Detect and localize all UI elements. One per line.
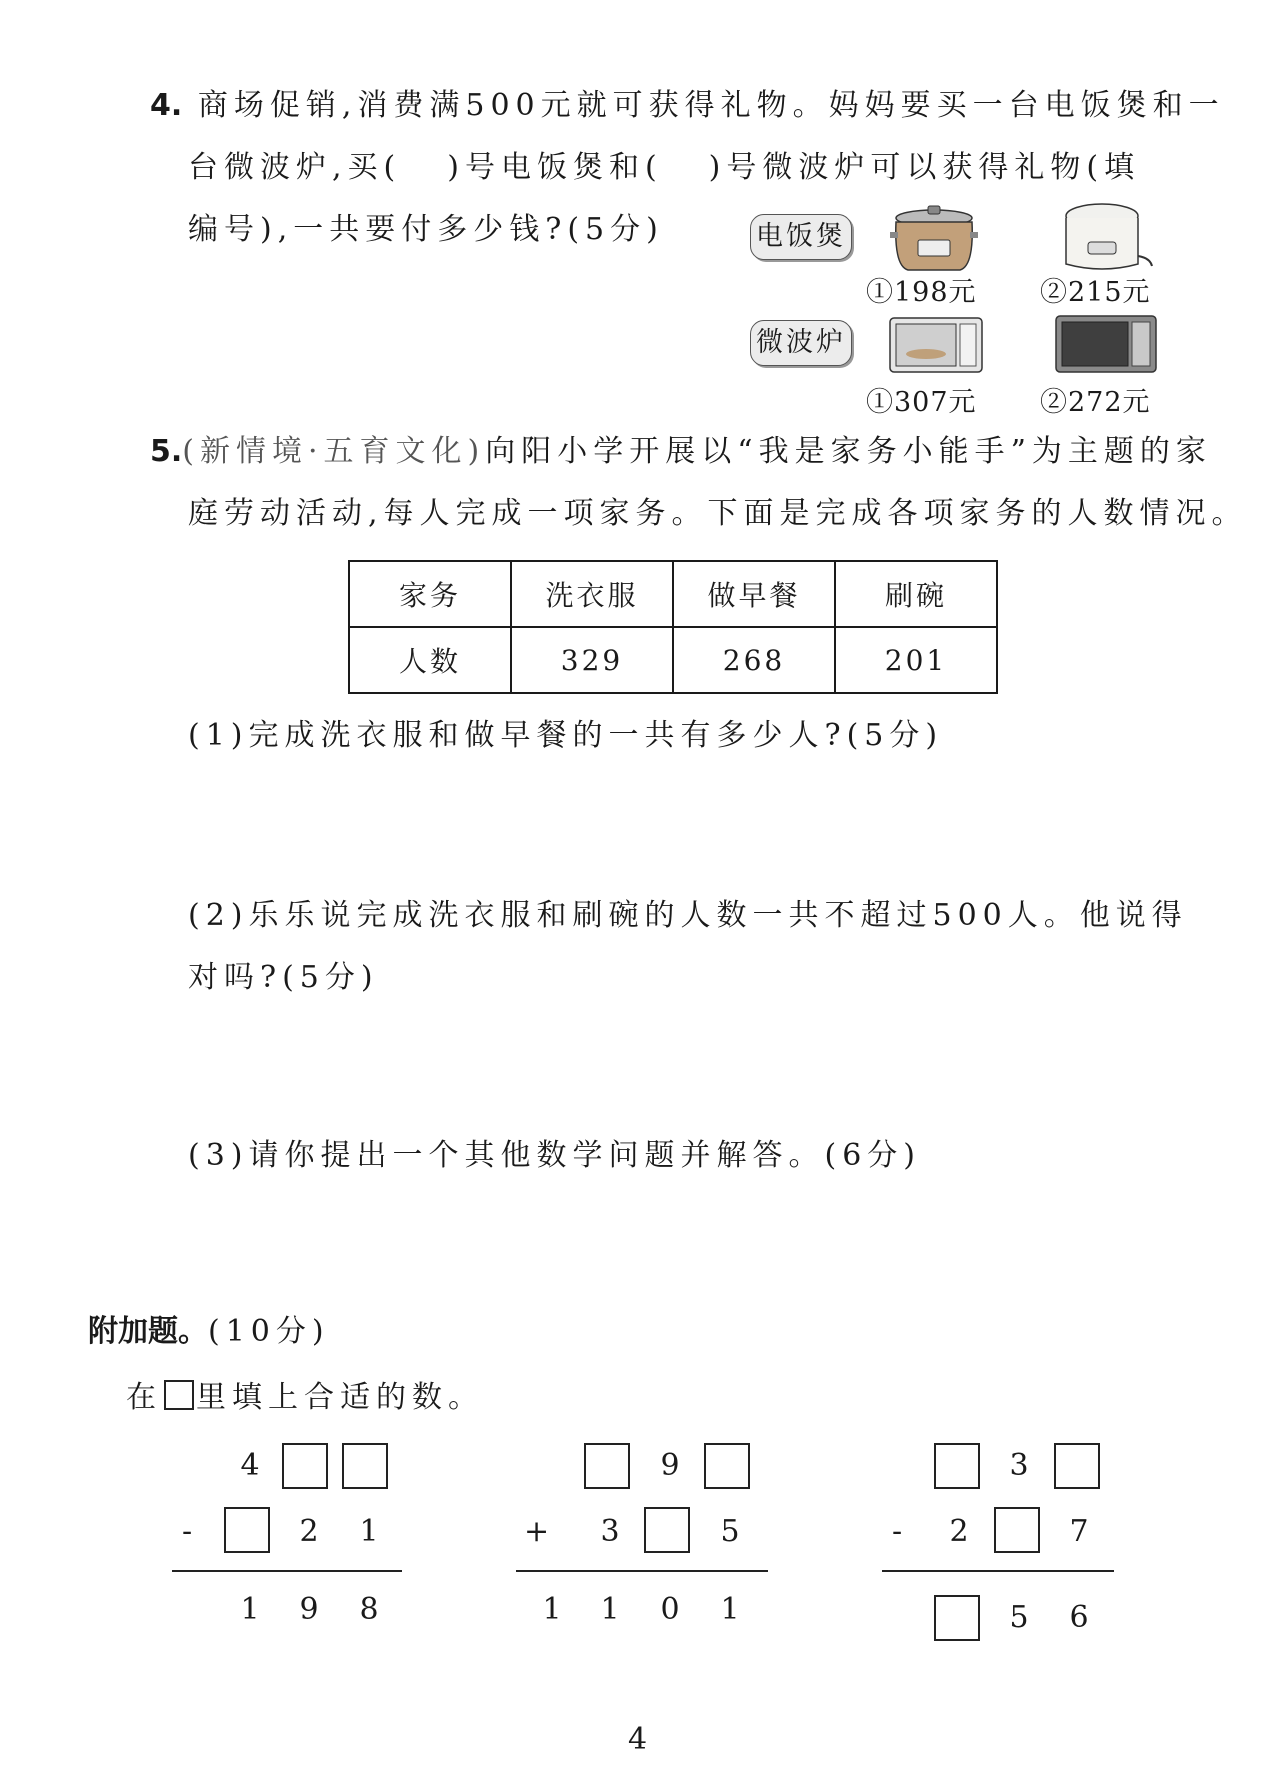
- table-cell: 201: [835, 627, 997, 693]
- answer-box[interactable]: [934, 1595, 980, 1641]
- q4-text-2c: )号微波炉可以获得礼物(填: [708, 150, 1141, 185]
- sum-line: [882, 1570, 1114, 1572]
- plus-sign: +: [524, 1514, 550, 1549]
- rice-cooker-label: 电饭煲: [750, 214, 852, 260]
- p2-result-digit: 1: [720, 1592, 740, 1627]
- p2-mid-digit: 3: [600, 1514, 620, 1549]
- table-cell: 人数: [349, 627, 511, 693]
- table-cell: 洗衣服: [511, 561, 673, 627]
- answer-box[interactable]: [704, 1443, 750, 1489]
- answer-box[interactable]: [1054, 1443, 1100, 1489]
- p2-mid-digit: 5: [720, 1514, 740, 1549]
- rice-cooker-1-price: ①198元: [866, 277, 977, 308]
- answer-box[interactable]: [644, 1507, 690, 1553]
- q4-line3: 编号),一共要付多少钱?(5分): [188, 212, 664, 247]
- q5-text-1: 向阳小学开展以“我是家务小能手”为主题的家: [485, 434, 1212, 469]
- rice-cooker-2-image: [1058, 200, 1158, 276]
- p3-result-digit: 5: [1009, 1600, 1029, 1635]
- q4-text-2b: )号电饭煲和(: [447, 150, 663, 185]
- bonus-instr-b: 里填上合适的数。: [196, 1380, 484, 1415]
- sum-line: [172, 1570, 402, 1572]
- bonus-heading: [88, 1312, 330, 1352]
- p1-result-digit: 1: [240, 1592, 260, 1627]
- table-cell: 268: [673, 627, 835, 693]
- answer-box[interactable]: [584, 1443, 630, 1489]
- q5-sub1: (1)完成洗衣服和做早餐的一共有多少人?(5分): [188, 718, 944, 753]
- microwave-2-image: [1054, 312, 1158, 376]
- p3-mid-digit: 7: [1069, 1514, 1089, 1549]
- minus-sign: -: [892, 1514, 903, 1549]
- table-cell: 做早餐: [673, 561, 835, 627]
- q5-sub3: (3)请你提出一个其他数学问题并解答。(6分): [188, 1138, 921, 1173]
- microwave-2-price: ②272元: [1040, 387, 1151, 418]
- answer-box[interactable]: [342, 1443, 388, 1489]
- q4-number: 4.: [150, 88, 183, 123]
- answer-box[interactable]: [994, 1507, 1040, 1553]
- p2-top-digit: 9: [660, 1448, 680, 1483]
- bonus-instr-a: 在: [126, 1380, 162, 1415]
- q5-number: 5.: [150, 434, 183, 469]
- minus-sign: -: [182, 1514, 193, 1549]
- p3-result-digit: 6: [1069, 1600, 1089, 1635]
- q5-sub2-line1: (2)乐乐说完成洗衣服和刷碗的人数一共不超过500人。他说得: [188, 898, 1188, 933]
- p1-result-digit: 8: [359, 1592, 379, 1627]
- p2-result-digit: 0: [660, 1592, 680, 1627]
- table-cell: 刷碗: [835, 561, 997, 627]
- page-number: 4: [628, 1722, 648, 1757]
- table-row: [349, 627, 997, 693]
- answer-box[interactable]: [224, 1507, 270, 1553]
- answer-box[interactable]: [282, 1443, 328, 1489]
- bonus-instruction: [126, 1378, 484, 1418]
- p3-top-digit: 3: [1009, 1448, 1029, 1483]
- bonus-score: (10分): [208, 1314, 330, 1349]
- bonus-title: 附加题。: [88, 1314, 208, 1349]
- p2-result-digit: 1: [600, 1592, 620, 1627]
- p3-mid-digit: 2: [949, 1514, 969, 1549]
- q5-sub2-line2: 对吗?(5分): [188, 960, 379, 995]
- q4-text-2a: 台微波炉,买(: [188, 150, 402, 185]
- sum-line: [516, 1570, 768, 1572]
- rice-cooker-2-price: ②215元: [1040, 277, 1151, 308]
- table-row: [349, 561, 997, 627]
- p1-top-digit: 4: [240, 1448, 260, 1483]
- table-cell: 家务: [349, 561, 511, 627]
- chores-table: [348, 560, 998, 694]
- rice-cooker-1-image: [888, 204, 980, 276]
- p1-result-digit: 9: [299, 1592, 319, 1627]
- q5-line1: [150, 432, 1212, 472]
- q4-text-1: 商场促销,消费满500元就可获得礼物。妈妈要买一台电饭煲和一: [197, 88, 1225, 123]
- answer-box[interactable]: [934, 1443, 980, 1489]
- square-icon: [164, 1380, 194, 1410]
- table-cell: 329: [511, 627, 673, 693]
- q5-tag: (新情境·五育文化): [182, 434, 486, 469]
- microwave-1-price: ①307元: [866, 387, 977, 418]
- microwave-label: 微波炉: [750, 320, 852, 366]
- q4-line1: [150, 86, 1225, 126]
- p1-mid-digit: 1: [359, 1514, 379, 1549]
- p2-result-digit: 1: [542, 1592, 562, 1627]
- q4-line2: [188, 148, 1140, 188]
- p1-mid-digit: 2: [299, 1514, 319, 1549]
- microwave-1-image: [888, 314, 984, 376]
- q5-line2: 庭劳动活动,每人完成一项家务。下面是完成各项家务的人数情况。: [188, 496, 1248, 531]
